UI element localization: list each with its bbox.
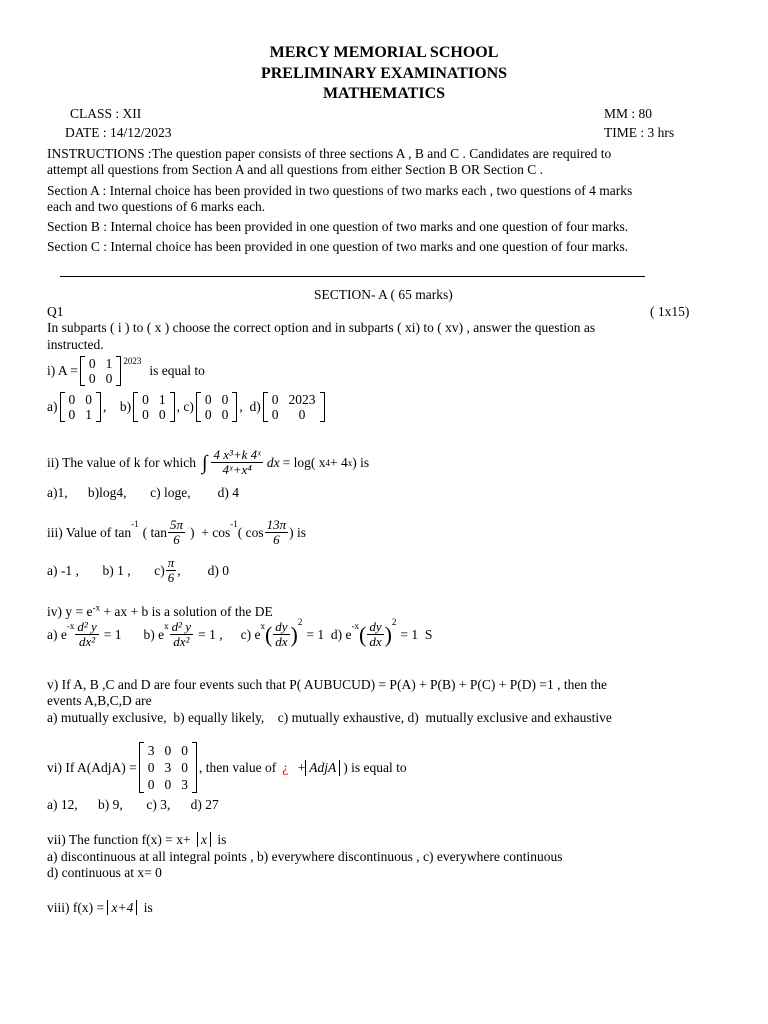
exam-time: TIME : 3 hrs [604, 125, 675, 140]
instructions-line-6: Section C : Internal choice has been provided in one question of two marks and one question of four marks. [47, 239, 629, 254]
matrix-cell: 3 [181, 777, 188, 792]
matrix-cell: 0 [68, 407, 76, 422]
right-paren: ) [290, 621, 298, 647]
question-number: Q1 [47, 304, 64, 319]
fraction-numerator: π [167, 555, 175, 570]
matrix-cell: 0 [142, 392, 149, 407]
fraction-denominator: 6 [173, 532, 180, 547]
question-vi-prefix: vi) If A(AdjA) = [47, 759, 137, 775]
fraction-numerator: 5π [169, 517, 183, 532]
fraction-denominator: dx [275, 634, 288, 649]
question-vii-end: is [217, 832, 227, 847]
matrix-cell: 0 [68, 392, 76, 407]
section-title: SECTION- A ( 65 marks) [314, 287, 453, 302]
question-viii [47, 900, 153, 916]
exam-title: PRELIMINARY EXAMINATIONS [260, 65, 508, 82]
matrix-cell: 3 [164, 760, 172, 775]
question-ii-options: a)1, b)log4, c) loge, d) 4 [47, 485, 239, 500]
second-derivative [75, 620, 98, 649]
equation-rhs: = 1 [103, 626, 122, 642]
matrix-cell: 1 [85, 407, 92, 422]
question-iv-text: iv) y = e [47, 604, 93, 619]
question-vi-plus: + [294, 759, 306, 775]
question-ii-mid: + 4 [329, 454, 348, 470]
matrix-cell: 0 [221, 407, 229, 422]
option-a-label: a) e [47, 626, 67, 642]
fraction [265, 518, 289, 547]
matrix-cell: 0 [105, 371, 113, 386]
question-v-line-2: events A,B,C,D are [47, 693, 152, 708]
divider-line [60, 276, 645, 277]
exponent: -x [92, 602, 100, 613]
options-text: , d) 0 [177, 562, 229, 578]
instructions-line-2: attempt all questions from Section A and all questions from either Section B OR Section C . [47, 162, 544, 177]
question-i [47, 356, 205, 386]
matrix-cell: 0 [298, 407, 306, 422]
equation-rhs: = 1 S [400, 626, 433, 642]
matrix-cell: 0 [271, 392, 279, 407]
question-iii: iii) Value of tan -1 ( tan $\frac{5\pi}{6}$ ) + cos -1 ( cos $\frac{13\pi}{6}$ ) is [47, 517, 306, 547]
question-viii-prefix: viii) f(x) = [47, 900, 105, 915]
fraction-numerator: d² y [77, 619, 97, 634]
option-d-matrix [263, 392, 325, 422]
fraction [168, 518, 185, 547]
floor-x: x [197, 832, 211, 847]
second-derivative [170, 620, 193, 649]
left-paren: ( [264, 621, 273, 647]
question-vii-prefix: vii) The function f(x) = x+ [47, 832, 191, 847]
question-iii-part: ) + cos [190, 524, 231, 540]
abs-x-plus-4: x+4 [107, 900, 137, 915]
subject-title: MATHEMATICS [322, 85, 446, 102]
matrix-cell: 0 [147, 760, 155, 775]
option-b-label: , b) [103, 399, 132, 414]
fraction-numerator: dy [369, 619, 382, 634]
equation-rhs: = 1 , [198, 626, 223, 642]
differential: dx [266, 454, 280, 470]
matrix-cell: 0 [164, 743, 172, 758]
fraction-numerator: d² y [171, 619, 192, 634]
question-i-suffix: is equal to [149, 363, 205, 378]
matrix-cell: 3 [147, 743, 155, 758]
question-iii-prefix: iii) Value of tan [47, 524, 132, 540]
instructions-line-5: Section B : Internal choice has been provided in one question of two marks and one question of four marks. [47, 219, 629, 234]
question-iii-part: ( cos [237, 524, 264, 540]
fraction-numerator: dy [275, 619, 288, 634]
fraction-denominator: dx [369, 634, 382, 649]
integrand-fraction [211, 448, 262, 477]
matrix-adj [139, 742, 197, 793]
question-ii-rhs: = log( x [282, 454, 326, 470]
section-intro-line-2: instructed. [47, 337, 104, 352]
question-ii-prefix: ii) The value of k for which [47, 454, 196, 470]
matrix-power: 2023 [123, 356, 142, 366]
question-ii-end: ) is [352, 454, 370, 470]
question-vi-options: a) 12, b) 9, c) 3, d) 27 [47, 797, 219, 812]
fraction-denominator: 6 [273, 532, 280, 547]
matrix-cell: 0 [142, 407, 149, 422]
question-iii-options [47, 556, 229, 585]
matrix-a [80, 356, 122, 386]
right-paren: ) [384, 621, 392, 647]
question-v-line-1: v) If A, B ,C and D are four events such that P( AUBUCUD) = P(A) + P(B) + P(C) + P(D) =1 , then the [47, 677, 608, 692]
question-iii-part: ) is [289, 524, 306, 540]
matrix-cell: 0 [88, 371, 96, 386]
option-b-matrix [133, 392, 175, 422]
option-a-label: a) [47, 399, 58, 414]
matrix-cell: 0 [204, 392, 212, 407]
matrix-cell: 0 [181, 743, 188, 758]
option-d-label: , d) [239, 399, 261, 414]
option-a-matrix [60, 392, 102, 422]
matrix-cell: 1 [105, 356, 113, 371]
question-vii-options-1: a) discontinuous at all integral points , b) everywhere discontinuous , c) everywhere continuous [47, 849, 563, 864]
question-v-options: a) mutually exclusive, b) equally likely, c) mutually exhaustive, d) mutually exclusive and exhaustive [47, 710, 612, 725]
equation-rhs: = 1 d) e [306, 626, 352, 642]
fraction-denominator: 6 [167, 570, 175, 585]
fraction [166, 556, 177, 585]
question-vi-mid: , then value of [198, 759, 277, 775]
matrix-cell: 0 [158, 407, 166, 422]
fraction-numerator: 13π [266, 517, 287, 532]
matrix-cell: 0 [147, 777, 155, 792]
fraction-denominator: 4ˣ+x⁴ [222, 462, 252, 477]
school-name: MERCY MEMORIAL SCHOOL [269, 44, 499, 61]
matrix-cell: 0 [271, 407, 279, 422]
question-iii-part: ( tan [142, 524, 167, 540]
abs-adj-a: AdjA [305, 760, 340, 776]
matrix-cell: 0 [85, 392, 92, 407]
option-c-label: , c) [176, 399, 194, 414]
option-c-label: c) e [240, 626, 261, 642]
question-i-options [47, 392, 327, 422]
fraction-denominator: dx² [78, 634, 96, 649]
question-iv [47, 604, 273, 620]
matrix-cell: 0 [164, 777, 172, 792]
integral-sign: ∫ [201, 451, 208, 474]
question-ii: ii) The value of k for which ∫ $\frac{\text{4 x³+k 4ˣ}}{\text{4ˣ+x⁴}}$ dx = log( x 4 + 4 x ) is [47, 447, 370, 477]
matrix-cell: 0 [204, 407, 212, 422]
question-marks: ( 1x15) [650, 304, 690, 319]
matrix-cell: 1 [158, 392, 166, 407]
instructions-line-1: INSTRUCTIONS :The question paper consists of three sections A , B and C . Candidates are required to [47, 146, 612, 161]
instructions-line-3: Section A : Internal choice has been provided in two questions of two marks each , two questions of 4 marks [47, 183, 633, 198]
matrix-cell: 0 [181, 760, 188, 775]
matrix-cell: 0 [88, 356, 96, 371]
exam-date: DATE : 14/12/2023 [65, 125, 172, 140]
left-paren: ( [358, 621, 367, 647]
fraction-denominator: dx² [173, 634, 190, 649]
question-vii [47, 832, 226, 848]
question-vi-glyph: ¿ [282, 759, 289, 775]
fraction-numerator: 4 x³+k 4ˣ [213, 447, 261, 462]
question-viii-end: is [143, 900, 153, 915]
matrix-cell: 2023 [288, 392, 316, 407]
first-derivative [273, 620, 289, 649]
question-iv-options: a) e -x $\frac{\text{d² y}}{\text{dx²}}$ = 1 b) e x $\frac{\text{d² y}}{\text{dx²}}$ = 1 , c) e x ( $\frac{dy}{dx}$ ) 2 = 1 d) e -x ( $\frac{dy}{dx}$ ) 2 = 1 S [47, 617, 433, 649]
question-i-prefix: i) A = [47, 363, 78, 378]
first-derivative [367, 620, 383, 649]
section-intro-line-1: In subparts ( i ) to ( x ) choose the correct option and in subparts ( xi) to ( xv) , answer the question as [47, 320, 596, 335]
question-vii-options-2: d) continuous at x= 0 [47, 865, 162, 880]
question-vi [47, 742, 407, 793]
instructions-line-4: each and two questions of 6 marks each. [47, 199, 266, 214]
question-iv-text: + ax + b is a solution of the DE [99, 604, 273, 619]
option-c-matrix [196, 392, 238, 422]
max-marks: MM : 80 [604, 106, 653, 121]
class-label: CLASS : XII [70, 106, 142, 121]
options-text: a) -1 , b) 1 , c) [47, 562, 165, 578]
matrix-cell: 0 [221, 392, 229, 407]
option-b-label: b) e [143, 626, 165, 642]
question-vi-end: ) is equal to [343, 759, 407, 775]
